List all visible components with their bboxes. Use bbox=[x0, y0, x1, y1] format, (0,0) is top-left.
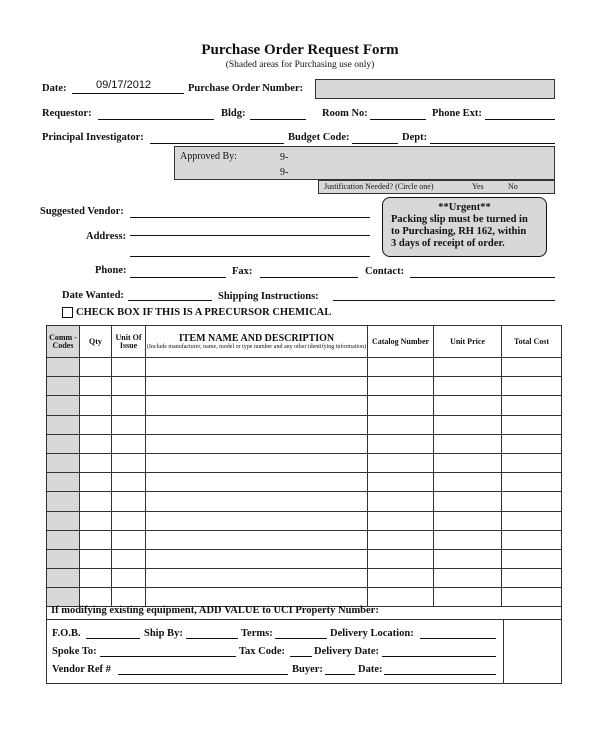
requestor-label: Requestor: bbox=[42, 108, 92, 119]
description-cell[interactable] bbox=[146, 530, 368, 549]
unit-cell[interactable] bbox=[112, 569, 146, 588]
unit-cell[interactable] bbox=[112, 492, 146, 511]
contact-field[interactable] bbox=[410, 277, 555, 278]
unit-price-cell[interactable] bbox=[434, 530, 502, 549]
unit-price-cell[interactable] bbox=[434, 453, 502, 472]
buyer-label: Buyer: bbox=[292, 664, 323, 675]
shipping-label: Shipping Instructions: bbox=[218, 291, 319, 302]
table-row bbox=[47, 396, 562, 415]
date-label: Date: bbox=[42, 83, 67, 94]
dept-label: Dept: bbox=[402, 132, 428, 143]
unit-cell[interactable] bbox=[112, 530, 146, 549]
catalog-cell[interactable] bbox=[368, 549, 434, 568]
col-unit-price: Unit Price bbox=[434, 326, 502, 358]
description-cell[interactable] bbox=[146, 453, 368, 472]
table-row bbox=[47, 569, 562, 588]
table-row bbox=[47, 415, 562, 434]
urgent-notice bbox=[382, 197, 547, 257]
unit-price-cell[interactable] bbox=[434, 396, 502, 415]
catalog-cell[interactable] bbox=[368, 569, 434, 588]
delivery-date-field[interactable] bbox=[382, 656, 496, 657]
ship-by-field[interactable] bbox=[186, 638, 238, 639]
items-table-body bbox=[47, 358, 562, 607]
unit-price-cell[interactable] bbox=[434, 415, 502, 434]
table-row bbox=[47, 434, 562, 453]
description-cell[interactable] bbox=[146, 415, 368, 434]
bldg-field[interactable] bbox=[250, 119, 306, 120]
table-row bbox=[47, 453, 562, 472]
catalog-cell[interactable] bbox=[368, 434, 434, 453]
unit-price-cell[interactable] bbox=[434, 569, 502, 588]
budget-code-label: Budget Code: bbox=[288, 132, 350, 143]
unit-cell[interactable] bbox=[112, 511, 146, 530]
col-total-cost: Total Cost bbox=[502, 326, 562, 358]
approval-line1-prefix: 9- bbox=[280, 152, 289, 163]
description-cell[interactable] bbox=[146, 492, 368, 511]
tax-code-field[interactable] bbox=[290, 656, 312, 657]
description-cell[interactable] bbox=[146, 473, 368, 492]
total-cost-cell[interactable] bbox=[502, 549, 562, 568]
delivery-date-label: Delivery Date: bbox=[314, 646, 380, 657]
catalog-cell[interactable] bbox=[368, 492, 434, 511]
spoke-to-label: Spoke To: bbox=[52, 646, 97, 657]
justification-label: Justification Needed? (Circle one) bbox=[324, 182, 434, 191]
date-value[interactable]: 09/17/2012 bbox=[96, 79, 152, 91]
col-unit-of-issue: Unit Of Issue bbox=[112, 326, 146, 358]
terms-field[interactable] bbox=[275, 638, 327, 639]
col-item-subtitle: (Include manufacturer, name, model or type number and any other identifying information) bbox=[146, 343, 367, 350]
urgent-line-1: Packing slip must be turned in bbox=[391, 214, 528, 225]
comm-code-cell[interactable] bbox=[47, 396, 80, 415]
table-row bbox=[47, 358, 562, 377]
fob-label: F.O.B. bbox=[52, 628, 81, 639]
date-line bbox=[72, 93, 184, 94]
urgent-heading: **Urgent** bbox=[438, 202, 491, 213]
delivery-location-label: Delivery Location: bbox=[330, 628, 414, 639]
col-comm-codes: Comm - Codes bbox=[47, 326, 80, 358]
qty-cell[interactable] bbox=[80, 530, 112, 549]
total-cost-cell[interactable] bbox=[502, 473, 562, 492]
form-subtitle: (Shaded areas for Purchasing use only) bbox=[225, 60, 375, 70]
modify-equipment-label: If modifying existing equipment, ADD VALUE to UCI Property Number: bbox=[51, 605, 379, 616]
form-title: Purchase Order Request Form bbox=[201, 42, 399, 58]
terms-label: Terms: bbox=[241, 628, 273, 639]
unit-price-cell[interactable] bbox=[434, 377, 502, 396]
approval-line2-prefix: 9- bbox=[280, 167, 289, 178]
qty-cell[interactable] bbox=[80, 415, 112, 434]
col-item-title: ITEM NAME AND DESCRIPTION bbox=[178, 332, 335, 344]
phone-ext-field[interactable] bbox=[485, 119, 555, 120]
items-table-header bbox=[47, 326, 562, 358]
comm-code-cell[interactable] bbox=[47, 377, 80, 396]
catalog-cell[interactable] bbox=[368, 453, 434, 472]
catalog-cell[interactable] bbox=[368, 473, 434, 492]
qty-cell[interactable] bbox=[80, 511, 112, 530]
approved-by-label: Approved By: bbox=[180, 151, 237, 162]
total-cost-cell[interactable] bbox=[502, 358, 562, 377]
catalog-cell[interactable] bbox=[368, 511, 434, 530]
footer-rule bbox=[46, 619, 562, 620]
qty-cell[interactable] bbox=[80, 569, 112, 588]
ship-by-label: Ship By: bbox=[144, 628, 183, 639]
justification-no[interactable]: No bbox=[508, 182, 518, 191]
comm-code-cell[interactable] bbox=[47, 549, 80, 568]
shipping-field[interactable] bbox=[333, 300, 555, 301]
bldg-label: Bldg: bbox=[221, 108, 246, 119]
qty-cell[interactable] bbox=[80, 492, 112, 511]
unit-cell[interactable] bbox=[112, 415, 146, 434]
col-catalog-number: Catalog Number bbox=[368, 326, 434, 358]
comm-code-cell[interactable] bbox=[47, 473, 80, 492]
vendor-ref-label: Vendor Ref # bbox=[52, 664, 111, 675]
comm-code-cell[interactable] bbox=[47, 358, 80, 377]
date-wanted-label: Date Wanted: bbox=[62, 290, 124, 301]
spoke-to-field[interactable] bbox=[100, 656, 236, 657]
po-number-field[interactable] bbox=[315, 79, 555, 99]
po-number-label: Purchase Order Number: bbox=[188, 83, 304, 94]
suggested-vendor-label: Suggested Vendor: bbox=[40, 206, 124, 217]
comm-code-cell[interactable] bbox=[47, 530, 80, 549]
catalog-cell[interactable] bbox=[368, 415, 434, 434]
comm-code-cell[interactable] bbox=[47, 511, 80, 530]
buyer-field[interactable] bbox=[325, 674, 355, 675]
suggested-vendor-field[interactable] bbox=[130, 217, 370, 218]
room-label: Room No: bbox=[322, 108, 368, 119]
description-cell[interactable] bbox=[146, 396, 368, 415]
qty-cell[interactable] bbox=[80, 434, 112, 453]
unit-cell[interactable] bbox=[112, 549, 146, 568]
catalog-cell[interactable] bbox=[368, 396, 434, 415]
catalog-cell[interactable] bbox=[368, 530, 434, 549]
room-field[interactable] bbox=[370, 119, 426, 120]
qty-cell[interactable] bbox=[80, 473, 112, 492]
unit-cell[interactable] bbox=[112, 396, 146, 415]
unit-cell[interactable] bbox=[112, 358, 146, 377]
total-cost-cell[interactable] bbox=[502, 511, 562, 530]
fax-label: Fax: bbox=[232, 266, 253, 277]
unit-price-cell[interactable] bbox=[434, 492, 502, 511]
unit-cell[interactable] bbox=[112, 453, 146, 472]
col-item-description bbox=[146, 326, 368, 358]
comm-code-cell[interactable] bbox=[47, 434, 80, 453]
unit-price-cell[interactable] bbox=[434, 511, 502, 530]
unit-price-cell[interactable] bbox=[434, 549, 502, 568]
comm-code-cell[interactable] bbox=[47, 492, 80, 511]
urgent-line-3: 3 days of receipt of order. bbox=[391, 238, 505, 249]
vendor-ref-field[interactable] bbox=[118, 674, 288, 675]
comm-code-cell[interactable] bbox=[47, 569, 80, 588]
phone-label: Phone: bbox=[95, 265, 127, 276]
unit-cell[interactable] bbox=[112, 377, 146, 396]
table-row bbox=[47, 492, 562, 511]
contact-label: Contact: bbox=[365, 266, 405, 277]
requestor-field[interactable] bbox=[98, 119, 214, 120]
unit-cell[interactable] bbox=[112, 434, 146, 453]
description-cell[interactable] bbox=[146, 569, 368, 588]
description-cell[interactable] bbox=[146, 549, 368, 568]
description-cell[interactable] bbox=[146, 434, 368, 453]
total-cost-cell[interactable] bbox=[502, 415, 562, 434]
items-table bbox=[46, 325, 562, 607]
description-cell[interactable] bbox=[146, 377, 368, 396]
description-cell[interactable] bbox=[146, 358, 368, 377]
footer-date-label: Date: bbox=[358, 664, 383, 675]
table-row bbox=[47, 530, 562, 549]
total-cost-cell[interactable] bbox=[502, 569, 562, 588]
description-cell[interactable] bbox=[146, 511, 368, 530]
justification-yes[interactable]: Yes bbox=[472, 182, 484, 191]
unit-price-cell[interactable] bbox=[434, 473, 502, 492]
qty-cell[interactable] bbox=[80, 396, 112, 415]
tax-code-label: Tax Code: bbox=[239, 646, 285, 657]
total-cost-cell[interactable] bbox=[502, 434, 562, 453]
date-wanted-field[interactable] bbox=[128, 300, 212, 301]
qty-cell[interactable] bbox=[80, 549, 112, 568]
qty-cell[interactable] bbox=[80, 358, 112, 377]
table-row bbox=[47, 549, 562, 568]
table-row bbox=[47, 377, 562, 396]
qty-cell[interactable] bbox=[80, 377, 112, 396]
pi-label: Principal Investigator: bbox=[42, 132, 144, 143]
catalog-cell[interactable] bbox=[368, 377, 434, 396]
qty-cell[interactable] bbox=[80, 453, 112, 472]
footer-divider bbox=[503, 620, 504, 684]
total-cost-cell[interactable] bbox=[502, 396, 562, 415]
delivery-location-field[interactable] bbox=[420, 638, 496, 639]
phone-ext-label: Phone Ext: bbox=[432, 108, 482, 119]
dept-field[interactable] bbox=[430, 143, 555, 144]
budget-code-field[interactable] bbox=[352, 143, 398, 144]
total-cost-cell[interactable] bbox=[502, 453, 562, 472]
urgent-line-2: to Purchasing, RH 162, within bbox=[391, 226, 527, 237]
address-field-1[interactable] bbox=[130, 235, 370, 236]
table-row bbox=[47, 511, 562, 530]
precursor-checkbox[interactable] bbox=[62, 307, 73, 318]
pi-field[interactable] bbox=[150, 143, 284, 144]
footer-date-field[interactable] bbox=[384, 674, 496, 675]
precursor-label: CHECK BOX IF THIS IS A PRECURSOR CHEMICAL bbox=[76, 307, 332, 318]
total-cost-cell[interactable] bbox=[502, 492, 562, 511]
total-cost-cell[interactable] bbox=[502, 530, 562, 549]
comm-code-cell[interactable] bbox=[47, 453, 80, 472]
catalog-cell[interactable] bbox=[368, 358, 434, 377]
col-qty: Qty bbox=[80, 326, 112, 358]
comm-code-cell[interactable] bbox=[47, 415, 80, 434]
unit-price-cell[interactable] bbox=[434, 434, 502, 453]
unit-price-cell[interactable] bbox=[434, 358, 502, 377]
unit-cell[interactable] bbox=[112, 473, 146, 492]
address-label: Address: bbox=[86, 231, 127, 242]
phone-field[interactable] bbox=[130, 277, 226, 278]
fob-field[interactable] bbox=[86, 638, 140, 639]
address-field-2[interactable] bbox=[130, 256, 370, 257]
table-row bbox=[47, 473, 562, 492]
total-cost-cell[interactable] bbox=[502, 377, 562, 396]
fax-field[interactable] bbox=[260, 277, 358, 278]
